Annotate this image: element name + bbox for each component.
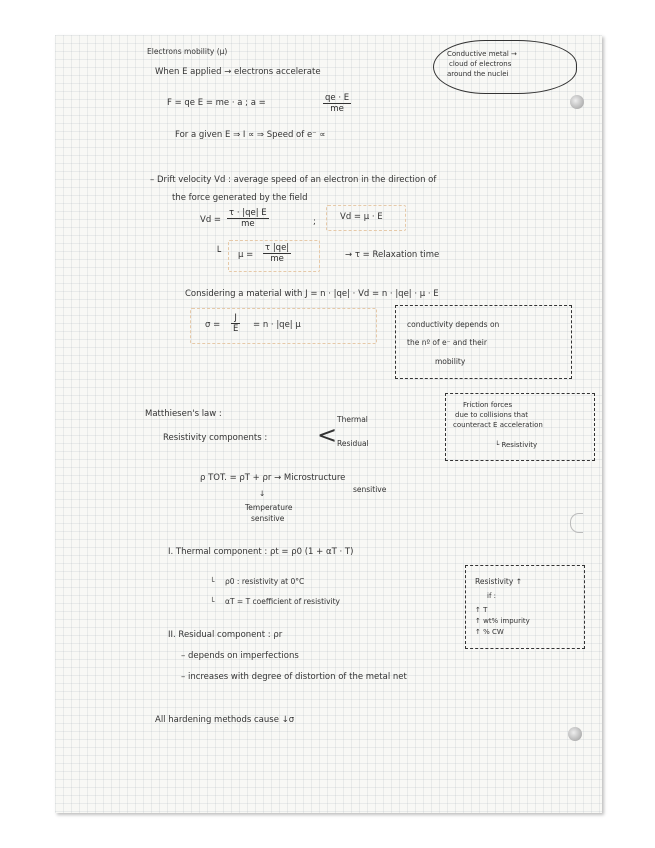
fraction-numerator: qe · E	[325, 93, 350, 103]
components-brace: <	[317, 421, 338, 449]
force-equation: F = qe E = me · a ; a =	[167, 98, 266, 108]
fraction-denominator: me	[241, 219, 255, 229]
mu-bracket: └	[215, 247, 222, 258]
depends-line: – depends on imperfections	[181, 651, 299, 661]
friction-note-line: Friction forces	[463, 401, 513, 409]
notebook-page	[55, 35, 602, 813]
friction-note-line: └ Resistivity	[495, 441, 538, 449]
mu-fraction	[263, 243, 291, 264]
sensitive-label: sensitive	[353, 485, 387, 494]
hardening-line: All hardening methods cause ↓σ	[155, 715, 295, 725]
fraction-denominator: E	[233, 324, 239, 334]
friction-note-line: counteract E acceleration	[453, 421, 543, 429]
vd-mu-equation: Vd = μ · E	[340, 212, 383, 222]
vd-fraction	[227, 208, 269, 229]
title-line: Electrons mobility (μ)	[147, 47, 228, 56]
vd-equation: Vd =	[200, 215, 222, 225]
binder-hole-icon	[570, 513, 583, 533]
friction-note-line: due to collisions that	[455, 411, 529, 419]
rho0-bracket: └	[210, 577, 215, 586]
sigma-equation: σ =	[205, 320, 221, 330]
resistivity-components-line: Resistivity components :	[163, 433, 268, 443]
when-line: When E applied → electrons accelerate	[155, 67, 321, 77]
conductivity-note-line: the nº of e⁻ and their	[407, 338, 487, 347]
drift-velocity-line: the force generated by the field	[172, 193, 308, 203]
temperature-label: Temperature	[245, 503, 293, 512]
residual-label: Residual	[337, 439, 369, 448]
for-given-line: For a given E ⇒ I ∝ ⇒ Speed of e⁻ ∝	[175, 130, 326, 140]
binder-hole-icon	[568, 727, 582, 741]
matthiesen-heading: Matthiesen's law :	[145, 409, 222, 419]
considering-line: Considering a material with J = n · |qe| · Vd = n · |qe| · μ · E	[185, 289, 439, 299]
sensitive-label: sensitive	[251, 514, 285, 523]
rho-total-equation: ρ TOT. = ρT + ρr → Microstructure	[200, 473, 346, 483]
rho0-definition: ρ0 : resistivity at 0°C	[225, 577, 305, 586]
mu-equation: μ =	[238, 250, 254, 260]
resistivity-note-line: ↑ % CW	[475, 628, 504, 636]
sigma-rhs: = n · |qe| μ	[253, 320, 301, 330]
fraction-numerator: τ · |qe| E	[229, 208, 267, 218]
resistivity-note-line: Resistivity ↑	[475, 577, 522, 586]
sigma-fraction	[231, 313, 240, 334]
thermal-label: Thermal	[337, 415, 368, 424]
down-arrow: ↓	[259, 489, 266, 498]
binder-hole-icon	[570, 95, 584, 109]
resistivity-note-line: ↑ T	[475, 606, 488, 614]
drift-velocity-line: – Drift velocity Vd : average speed of an electron in the direction of	[150, 175, 437, 185]
conductivity-note-line: conductivity depends on	[407, 320, 500, 329]
fraction-numerator: J	[231, 313, 240, 324]
resistivity-note-line: ↑ wt% impurity	[475, 617, 530, 625]
conductivity-note-line: mobility	[435, 357, 466, 366]
alpha-definition: αT = T coefficient of resistivity	[225, 597, 340, 606]
fraction-denominator: me	[330, 104, 344, 114]
cloud-note-line: Conductive metal →	[447, 50, 517, 58]
fraction-denominator: me	[270, 254, 284, 264]
increases-line: – increases with degree of distortion of the metal net	[181, 672, 407, 682]
fraction-numerator: τ |qe|	[265, 243, 290, 253]
acceleration-fraction	[323, 93, 351, 114]
separator: ;	[313, 217, 316, 227]
tau-definition: → τ = Relaxation time	[345, 250, 440, 260]
cloud-note-line: cloud of electrons	[449, 60, 512, 68]
alpha-bracket: └	[210, 597, 215, 606]
residual-component-line: II. Residual component : ρr	[168, 630, 283, 640]
cloud-note-line: around the nuclei	[447, 70, 509, 78]
resistivity-note-line: if :	[487, 592, 496, 600]
thermal-component-line: I. Thermal component : ρt = ρ0 (1 + αT · T)	[168, 547, 354, 557]
